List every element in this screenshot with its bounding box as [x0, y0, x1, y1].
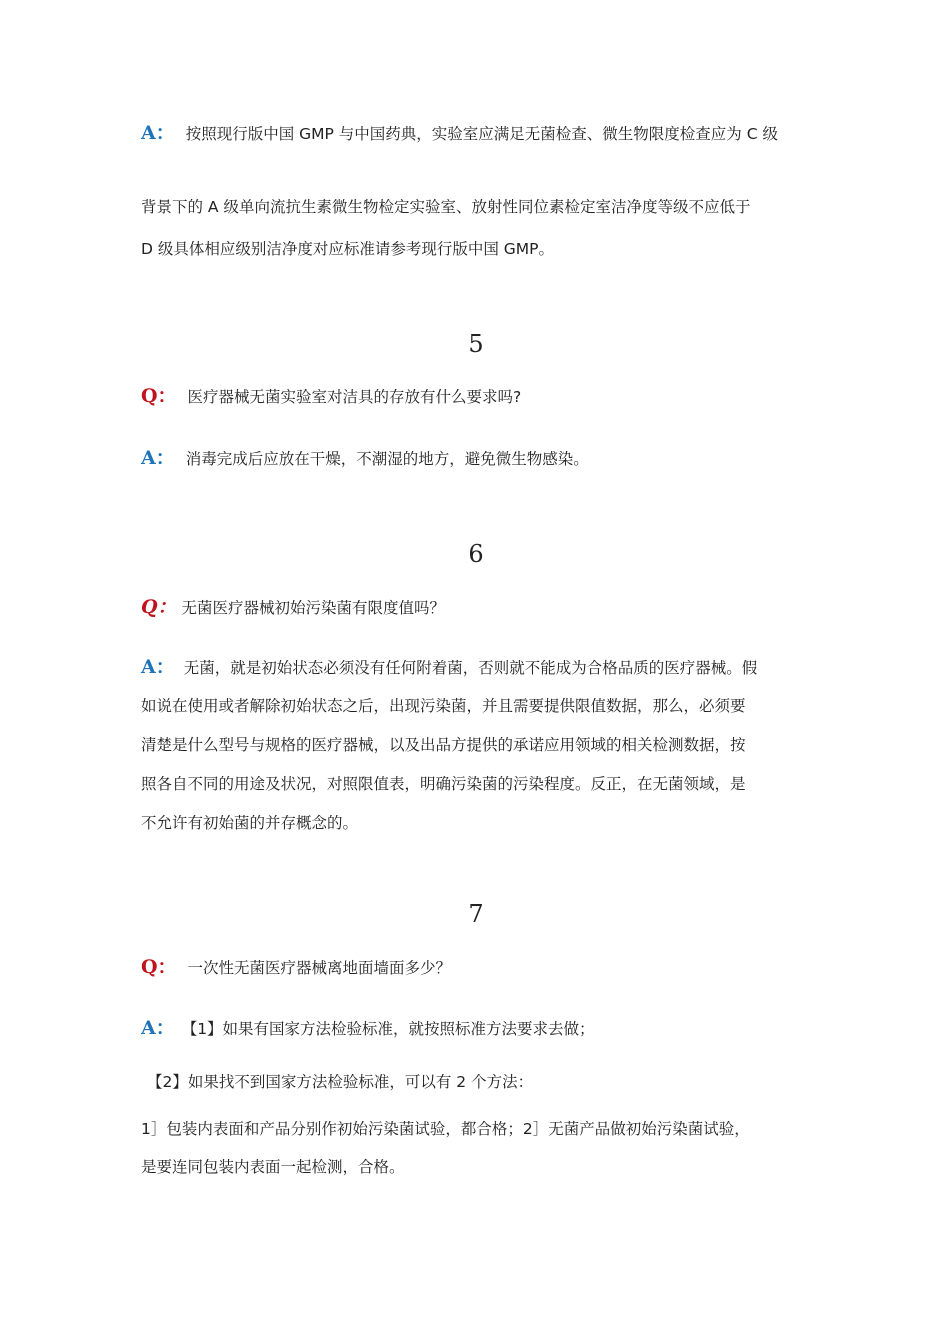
question-text: 一次性无菌医疗器械离地面墙面多少？ — [187, 959, 452, 977]
question-text: 无菌医疗器械初始污染菌有限度值吗？ — [181, 599, 446, 617]
question-label: Q： — [141, 956, 177, 978]
s5-question — [141, 385, 521, 408]
s6-answer-line1 — [141, 656, 757, 679]
question-label: Q： — [141, 385, 177, 407]
s7-answer-line4: 是要连同包装内表面一起检测，合格。 — [141, 1158, 405, 1176]
s4-answer-line3: D 级具体相应级别洁净度对应标准请参考现行版中国 GMP。 — [141, 240, 555, 258]
s6-question — [141, 596, 445, 619]
answer-text: 无菌，就是初始状态必须没有任何附着菌，否则就不能成为合格品质的医疗器械。假 — [183, 659, 758, 677]
s7-answer-line1 — [141, 1017, 595, 1040]
question-text: 医疗器械无菌实验室对洁具的存放有什么要求吗? — [187, 388, 522, 406]
answer-text: 【1】如果有国家方法检验标准，就按照标准方法要求去做； — [181, 1020, 595, 1038]
section-number-7: 7 — [468, 900, 484, 928]
section-number-5: 5 — [468, 330, 484, 358]
s7-answer-line2: 【2】如果找不到国家方法检验标准，可以有 2 个方法： — [147, 1073, 534, 1091]
s6-answer-line4: 照各自不同的用途及状况，对照限值表，明确污染菌的污染程度。反正，在无菌领域，是 — [141, 775, 746, 793]
answer-label: A： — [141, 122, 175, 144]
s6-answer-line5: 不允许有初始菌的并存概念的。 — [141, 814, 359, 832]
answer-label: A： — [141, 1017, 175, 1039]
s6-answer-line2: 如说在使用或者解除初始状态之后，出现污染菌，并且需要提供限值数据，那么，必须要 — [141, 697, 746, 715]
answer-label: A： — [141, 447, 175, 469]
s4-answer-line1 — [141, 122, 778, 145]
answer-text: 消毒完成后应放在干燥，不潮湿的地方，避免微生物感染。 — [185, 450, 589, 468]
question-label: Q： — [141, 596, 177, 618]
s6-answer-line3: 清楚是什么型号与规格的医疗器械，以及出品方提供的承诺应用领域的相关检测数据，按 — [141, 736, 746, 754]
answer-label: A： — [141, 656, 175, 678]
s7-answer-line3: 1］包装内表面和产品分别作初始污染菌试验，都合格；2］无菌产品做初始污染菌试验， — [141, 1120, 750, 1138]
s7-question — [141, 956, 451, 979]
s4-answer-line2: 背景下的 A 级单向流抗生素微生物检定实验室、放射性同位素检定室洁净度等级不应低于 — [141, 198, 751, 216]
answer-text: 按照现行版中国 GMP 与中国药典，实验室应满足无菌检查、微生物限度检查应为 C 级 — [185, 125, 778, 143]
s5-answer — [141, 447, 589, 470]
section-number-6: 6 — [468, 540, 484, 568]
